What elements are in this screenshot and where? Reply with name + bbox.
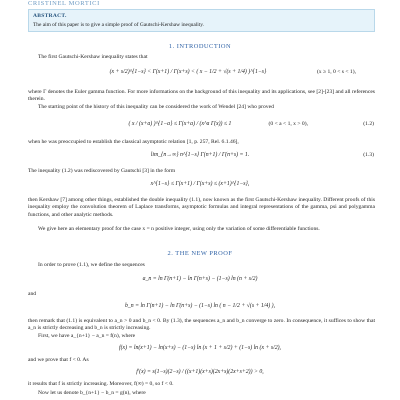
proof-paragraph-6: Now let us denote b_{n+1} − b_n = g(n), where [38,390,146,396]
abstract-text: The aim of this paper is to give a simple proof of Gautschi-Kershaw inequality. [33,22,204,28]
proof-paragraph-3: First, we have a_{n+1} − a_n = f(n), where [38,333,136,339]
abstract-box [28,9,375,32]
equation-1-2: ( x / (x+a) )^{1−a} ≤ Γ(x+a) / (x^a Γ(x)) ≤ 1 [128,121,232,127]
equation-1-1-condition: (x ≥ 1, 0 < s < 1), [316,69,356,75]
equation-gautschi: x^{1−s} ≤ Γ(x+1) / Γ(x+s) ≤ (x+1)^{1−s}, [150,181,250,187]
proof-paragraph-2: then remark that (1.1) is equivalent to a_n > 0 and b_n < 0. By (1.3), the sequences a_n and b_n converge to zero. In consequence, it suffices to show that a_n is strictly decreasing and b_n is strictly increasing. [28,318,375,332]
equation-f: f(x) = ln(x+1) − ln(x+s) − (1−s) ln (x + 1 + s/2) + (1−s) ln (x + s/2), [119,345,281,351]
equation-b-n: b_n = ln Γ(n+1) − ln Γ(n+s) − (1−s) ln ( n − 1/2 + √(s + 1/4) ), [124,303,276,309]
intro-paragraph-3: The starting point of the history of this inequality can be considered the work of Wendel [24] who proved [38,104,274,110]
equation-1-2-number: (1.2) [363,121,374,127]
section-title-introduction: 1. INTRODUCTION [168,43,232,50]
proof-paragraph-4: and we prove that f < 0. As [28,357,89,363]
equation-f-prime: f′(x) = s(1−s)(2−s) / ((x+1)(x+s)(2x+s)(2x+s+2)) > 0, [136,369,264,375]
intro-paragraph-4: when he was preoccupied to establish the classical asymptotic relation [1, p. 257, Rel. 6.1.46], [28,139,239,145]
equation-1-3-number: (1.3) [363,152,374,158]
proof-paragraph-5: it results that f is strictly increasing. Moreover, f(∞) = 0, so f < 0. [28,381,174,387]
intro-paragraph-5: The inequality (1.2) was rediscovered by Gautschi [3] in the form [28,168,176,174]
intro-paragraph-2: where Γ denotes the Euler gamma function. For more informations on the background of this inequality and its applications, see [2]-[23] and all references therein. [28,89,375,103]
equation-a-n: a_n = ln Γ(n+1) − ln Γ(n+s) − (1−s) ln (n + s/2) [142,276,258,282]
abstract-title: ABSTRACT. [33,13,67,19]
author-name: CRISTINEL MORTICI [28,0,100,7]
equation-1-3: lim_{n→∞} n^{1−s} Γ(n+1) / Γ(n+s) = 1. [150,152,250,158]
equation-1-1: (x + s/2)^{1−s} < Γ(x+1) / Γ(x+s) < ( x − 1/2 + √(s + 1/4) )^{1−s} [109,69,267,75]
intro-paragraph-7: We give here an elementary proof for the case x = n positive integer, using only the variation of some differentiable functions. [38,226,320,232]
proof-and-1: and [28,291,37,297]
proof-paragraph-1: In order to prove (1.1), we define the sequences [38,262,145,268]
equation-1-2-condition: (0 < a < 1, x > 0), [268,121,308,127]
intro-paragraph-1: The first Gautschi-Kershaw inequality states that [38,54,148,60]
section-title-new-proof: 2. THE NEW PROOF [167,250,233,257]
intro-paragraph-6: then Kershaw [7] among other things, established the double inequality (1.1), now known as the first Gautschi-Kershaw inequality. Different proofs of this inequality employ the convolution theorem of Laplace transforms, asymptotic formulas and integral representations of the gamma, psi and polygamma functions, and other analytic methods. [28,197,375,218]
